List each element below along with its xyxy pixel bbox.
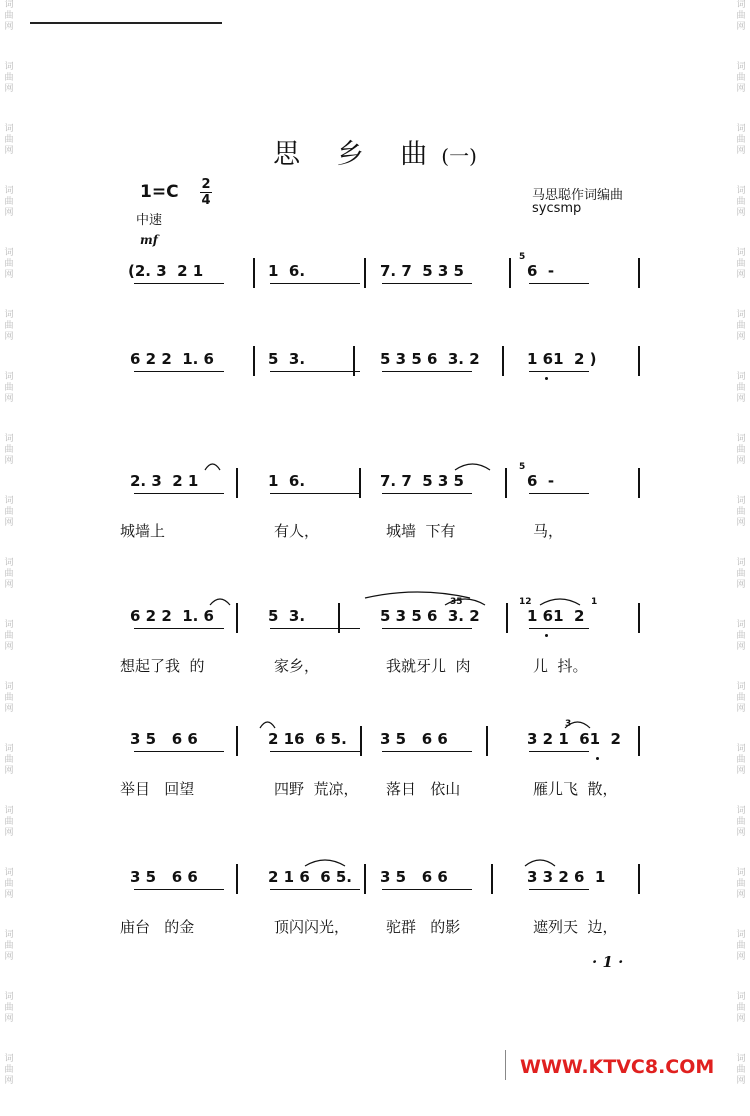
measure-notes: 1 61 2 ) <box>527 350 597 368</box>
grace-note: 5 <box>519 462 526 472</box>
watermark-char: 网 <box>4 22 14 32</box>
watermark-mark <box>734 496 748 558</box>
time-signature-bottom: 4 <box>201 193 211 208</box>
triplet-mark: 3 <box>565 719 572 729</box>
composer-credit: 马思聪作词编曲 <box>532 188 624 203</box>
watermark-mark <box>734 868 748 930</box>
watermark-char: 网 <box>736 642 746 652</box>
measure-notes: 1 6. <box>268 472 306 490</box>
measure-notes: 5 3 5 6 3. 2 <box>380 350 480 368</box>
watermark-char: 词 <box>736 434 746 444</box>
beam-line <box>270 751 360 752</box>
watermark-mark <box>2 372 16 434</box>
measure-notes: 7. 7 5 3 5 <box>380 472 464 490</box>
uploader-credit: sycsmp <box>532 201 582 216</box>
watermark-char: 网 <box>4 828 14 838</box>
watermark-char: 曲 <box>4 11 14 21</box>
watermark-char: 词 <box>736 682 746 692</box>
lyric-line: 城墙上 <box>120 522 166 540</box>
watermark-mark <box>734 744 748 806</box>
watermark-char: 曲 <box>736 73 746 83</box>
measure-notes: 3 5 6 6 <box>130 730 198 748</box>
watermark-char: 网 <box>736 270 746 280</box>
watermark-char: 网 <box>4 704 14 714</box>
watermark-mark <box>734 558 748 620</box>
lyric-line: 我就牙儿 肉 <box>386 657 471 675</box>
watermark-mark <box>734 310 748 372</box>
watermark-mark <box>2 930 16 992</box>
watermark-char: 曲 <box>4 321 14 331</box>
watermark-char: 词 <box>4 248 14 258</box>
watermark-mark <box>2 0 16 62</box>
watermark-char: 网 <box>4 270 14 280</box>
watermark-char: 曲 <box>4 1003 14 1013</box>
lyric-line: 举目 回望 <box>120 780 195 798</box>
watermark-mark <box>734 186 748 248</box>
watermark-char: 网 <box>4 394 14 404</box>
watermark-char: 曲 <box>736 693 746 703</box>
watermark-char: 网 <box>4 890 14 900</box>
lyric-line: 落日 依山 <box>386 780 461 798</box>
lyric-line: 儿 抖。 <box>533 657 588 675</box>
watermark-char: 网 <box>4 208 14 218</box>
watermark-mark <box>2 806 16 868</box>
watermark-mark <box>2 620 16 682</box>
watermark-char: 曲 <box>736 11 746 21</box>
watermark-char: 曲 <box>4 755 14 765</box>
barline <box>486 726 488 756</box>
lyric-line: 驼群 的影 <box>386 918 461 936</box>
watermark-char: 词 <box>736 992 746 1002</box>
watermark-char: 曲 <box>736 135 746 145</box>
watermark-char: 网 <box>4 518 14 528</box>
watermark-mark <box>734 992 748 1054</box>
watermark-char: 词 <box>4 62 14 72</box>
watermark-char: 词 <box>4 682 14 692</box>
watermark-char: 网 <box>736 456 746 466</box>
slur-arc <box>525 860 555 866</box>
watermark-char: 曲 <box>4 383 14 393</box>
watermark-char: 曲 <box>736 817 746 827</box>
measure-notes: 3 5 6 6 <box>130 868 198 886</box>
barline <box>253 346 255 376</box>
watermark-char: 曲 <box>4 879 14 889</box>
measure-notes: 3 3 2 6 1 <box>527 868 606 886</box>
watermark-char: 词 <box>736 930 746 940</box>
watermark-char: 词 <box>736 868 746 878</box>
watermark-char: 网 <box>4 952 14 962</box>
barline <box>359 468 361 498</box>
slur-arc <box>205 464 220 470</box>
watermark-char: 网 <box>4 146 14 156</box>
measure-notes: 3 5 6 6 <box>380 868 448 886</box>
beam-line <box>382 283 472 284</box>
site-divider <box>505 1050 506 1080</box>
watermark-char: 网 <box>4 1014 14 1024</box>
watermark-mark <box>734 0 748 62</box>
grace-note: 1 <box>591 597 598 607</box>
watermark-char: 网 <box>736 580 746 590</box>
watermark-mark <box>2 496 16 558</box>
watermark-char: 曲 <box>736 1003 746 1013</box>
watermark-char: 网 <box>736 22 746 32</box>
system-end-barline <box>638 726 640 756</box>
watermark-char: 词 <box>4 1054 14 1064</box>
lyric-line: 有人， <box>274 522 320 540</box>
beam-line <box>382 371 472 372</box>
watermark-char: 网 <box>736 890 746 900</box>
system-end-barline <box>638 603 640 633</box>
watermark-char: 网 <box>736 704 746 714</box>
measure-notes: 5 3. <box>268 350 306 368</box>
beam-line <box>270 889 360 890</box>
watermark-mark <box>2 1054 16 1116</box>
watermark-char: 网 <box>736 952 746 962</box>
watermark-char: 曲 <box>4 693 14 703</box>
watermark-mark <box>734 434 748 496</box>
watermark-char: 网 <box>4 642 14 652</box>
time-signature-top: 2 <box>201 177 211 192</box>
watermark-char: 网 <box>736 332 746 342</box>
beam-line <box>270 283 360 284</box>
beam-line <box>134 628 224 629</box>
watermark-mark <box>2 682 16 744</box>
barline <box>236 726 238 756</box>
barline <box>505 468 507 498</box>
measure-notes: 3 2 1 61 2 <box>527 730 621 748</box>
watermark-char: 词 <box>4 930 14 940</box>
watermark-char: 网 <box>4 332 14 342</box>
watermark-mark <box>2 868 16 930</box>
barline <box>338 603 340 633</box>
barline <box>506 603 508 633</box>
watermark-char: 曲 <box>736 879 746 889</box>
measure-notes: 6 - <box>527 262 555 280</box>
octave-dot <box>545 634 548 637</box>
barline <box>360 726 362 756</box>
slur-arc <box>210 599 230 605</box>
watermark-char: 词 <box>736 620 746 630</box>
page-number: · 1 · <box>592 953 624 971</box>
grace-note: 12 <box>519 597 532 607</box>
watermark-char: 词 <box>736 186 746 196</box>
barline <box>236 864 238 894</box>
measure-notes: 2. 3 2 1 <box>130 472 199 490</box>
beam-line <box>134 889 224 890</box>
slur-arc <box>260 722 275 728</box>
watermark-char: 曲 <box>736 383 746 393</box>
measure-notes: 5 3 5 6 3. 2 <box>380 607 480 625</box>
measure-notes: 5 3. <box>268 607 306 625</box>
watermark-char: 曲 <box>4 135 14 145</box>
grace-note: 35 <box>450 597 463 607</box>
watermark-mark <box>2 62 16 124</box>
measure-notes: 2 16 6 5. <box>268 730 347 748</box>
watermark-mark <box>2 186 16 248</box>
watermark-mark <box>734 930 748 992</box>
watermark-char: 曲 <box>736 507 746 517</box>
page-title <box>0 132 750 171</box>
watermark-char: 词 <box>736 1054 746 1064</box>
watermark-char: 曲 <box>736 1065 746 1075</box>
watermark-char: 网 <box>4 580 14 590</box>
beam-line <box>134 371 224 372</box>
watermark-char: 网 <box>736 84 746 94</box>
watermark-char: 曲 <box>736 321 746 331</box>
beam-line <box>382 889 472 890</box>
beam-line <box>134 283 224 284</box>
time-signature <box>200 178 212 207</box>
watermark-char: 曲 <box>4 817 14 827</box>
watermark-char: 词 <box>736 62 746 72</box>
watermark-char: 词 <box>736 744 746 754</box>
measure-notes: 3 5 6 6 <box>380 730 448 748</box>
watermark-char: 曲 <box>4 941 14 951</box>
measure-notes: 2 1 6 6 5. <box>268 868 352 886</box>
beam-line <box>529 283 589 284</box>
lyric-line: 庙台 的金 <box>120 918 195 936</box>
tempo-marking: 中速 <box>136 213 163 228</box>
watermark-char: 词 <box>736 248 746 258</box>
watermark-char: 词 <box>736 124 746 134</box>
watermark-mark <box>734 372 748 434</box>
watermark-char: 曲 <box>736 941 746 951</box>
top-rule <box>30 22 222 24</box>
beam-line <box>529 371 589 372</box>
watermark-char: 曲 <box>4 507 14 517</box>
watermark-mark <box>734 806 748 868</box>
beam-line <box>134 493 224 494</box>
watermark-mark <box>734 682 748 744</box>
lyric-line: 遮列天 边， <box>533 918 618 936</box>
watermark-mark <box>2 310 16 372</box>
title-main: 思 乡 曲 <box>273 139 442 170</box>
lyric-line: 城墙 下有 <box>386 522 456 540</box>
watermark-char: 网 <box>736 394 746 404</box>
measure-notes: 6 2 2 1. 6 <box>130 607 214 625</box>
watermark-char: 词 <box>4 434 14 444</box>
watermark-mark <box>734 248 748 310</box>
watermark-mark <box>734 620 748 682</box>
watermark-char: 词 <box>736 806 746 816</box>
slur-arc <box>455 464 490 470</box>
system-end-barline <box>638 258 640 288</box>
watermark-char: 曲 <box>736 197 746 207</box>
lyric-line: 马， <box>533 522 564 540</box>
watermark-char: 词 <box>4 372 14 382</box>
slur-arc <box>540 599 580 605</box>
slur-arc <box>305 860 345 866</box>
watermark-char: 词 <box>736 0 746 10</box>
watermark-char: 曲 <box>4 1065 14 1075</box>
lyric-line: 四野 荒凉， <box>274 780 359 798</box>
lyric-line: 家乡， <box>274 657 320 675</box>
watermark-char: 曲 <box>736 755 746 765</box>
watermark-char: 曲 <box>736 631 746 641</box>
lyric-line: 顶闪闪光， <box>274 918 350 936</box>
system-end-barline <box>638 346 640 376</box>
octave-dot <box>545 377 548 380</box>
beam-line <box>529 493 589 494</box>
beam-line <box>382 493 472 494</box>
watermark-char: 词 <box>4 310 14 320</box>
watermark-char: 词 <box>4 558 14 568</box>
watermark-mark <box>2 434 16 496</box>
measure-notes: (2. 3 2 1 <box>128 262 204 280</box>
watermark-char: 词 <box>4 496 14 506</box>
lyric-line: 雁儿飞 散， <box>533 780 618 798</box>
barline <box>253 258 255 288</box>
lyric-line: 想起了我 的 <box>120 657 205 675</box>
barline <box>364 864 366 894</box>
measure-notes: 6 2 2 1. 6 <box>130 350 214 368</box>
watermark-mark <box>2 248 16 310</box>
barline <box>509 258 511 288</box>
watermark-mark <box>2 992 16 1054</box>
watermark-char: 网 <box>736 1014 746 1024</box>
beam-line <box>529 628 589 629</box>
watermark-char: 曲 <box>4 73 14 83</box>
measure-notes: 7. 7 5 3 5 <box>380 262 464 280</box>
site-logo: WWW.KTVC8.COM <box>520 1056 715 1078</box>
beam-line <box>529 751 589 752</box>
system-end-barline <box>638 864 640 894</box>
watermark-char: 词 <box>736 496 746 506</box>
watermark-char: 词 <box>4 0 14 10</box>
watermark-char: 词 <box>4 992 14 1002</box>
watermark-char: 词 <box>4 186 14 196</box>
watermark-mark <box>734 1054 748 1116</box>
barline <box>364 258 366 288</box>
watermark-char: 网 <box>736 146 746 156</box>
measure-notes: 1 6. <box>268 262 306 280</box>
watermark-char: 词 <box>736 372 746 382</box>
watermark-char: 词 <box>4 744 14 754</box>
watermark-char: 曲 <box>4 259 14 269</box>
watermark-char: 曲 <box>736 569 746 579</box>
watermark-char: 网 <box>736 1076 746 1086</box>
watermark-char: 词 <box>736 558 746 568</box>
watermark-char: 曲 <box>4 445 14 455</box>
watermark-char: 网 <box>4 766 14 776</box>
beam-line <box>134 751 224 752</box>
octave-dot <box>596 757 599 760</box>
key-signature: 1=C <box>140 182 179 202</box>
watermark-char: 词 <box>4 806 14 816</box>
beam-line <box>382 751 472 752</box>
barline <box>236 468 238 498</box>
watermark-char: 曲 <box>736 445 746 455</box>
watermark-char: 词 <box>4 124 14 134</box>
watermark-char: 词 <box>736 310 746 320</box>
beam-line <box>529 889 589 890</box>
watermark-mark <box>2 558 16 620</box>
watermark-char: 网 <box>4 84 14 94</box>
watermark-char: 网 <box>736 518 746 528</box>
watermark-mark <box>734 62 748 124</box>
beam-line <box>270 628 360 629</box>
watermark-char: 网 <box>736 766 746 776</box>
watermark-char: 网 <box>736 208 746 218</box>
watermark-char: 网 <box>736 828 746 838</box>
barline <box>502 346 504 376</box>
measure-notes: 6 - <box>527 472 555 490</box>
watermark-char: 网 <box>4 1076 14 1086</box>
watermark-mark <box>2 744 16 806</box>
barline <box>491 864 493 894</box>
system-end-barline <box>638 468 640 498</box>
watermark-char: 曲 <box>4 631 14 641</box>
watermark-char: 网 <box>4 456 14 466</box>
barline <box>236 603 238 633</box>
measure-notes: 1 61 2 <box>527 607 585 625</box>
watermark-char: 词 <box>4 868 14 878</box>
watermark-char: 曲 <box>736 259 746 269</box>
beam-line <box>382 628 472 629</box>
beam-line <box>270 371 360 372</box>
watermark-char: 曲 <box>4 569 14 579</box>
dynamic-marking: mf <box>140 233 158 247</box>
title-number: (一) <box>441 144 477 168</box>
watermark-char: 词 <box>4 620 14 630</box>
barline <box>353 346 355 376</box>
watermark-char: 曲 <box>4 197 14 207</box>
grace-note: 5 <box>519 252 526 262</box>
beam-line <box>270 493 360 494</box>
